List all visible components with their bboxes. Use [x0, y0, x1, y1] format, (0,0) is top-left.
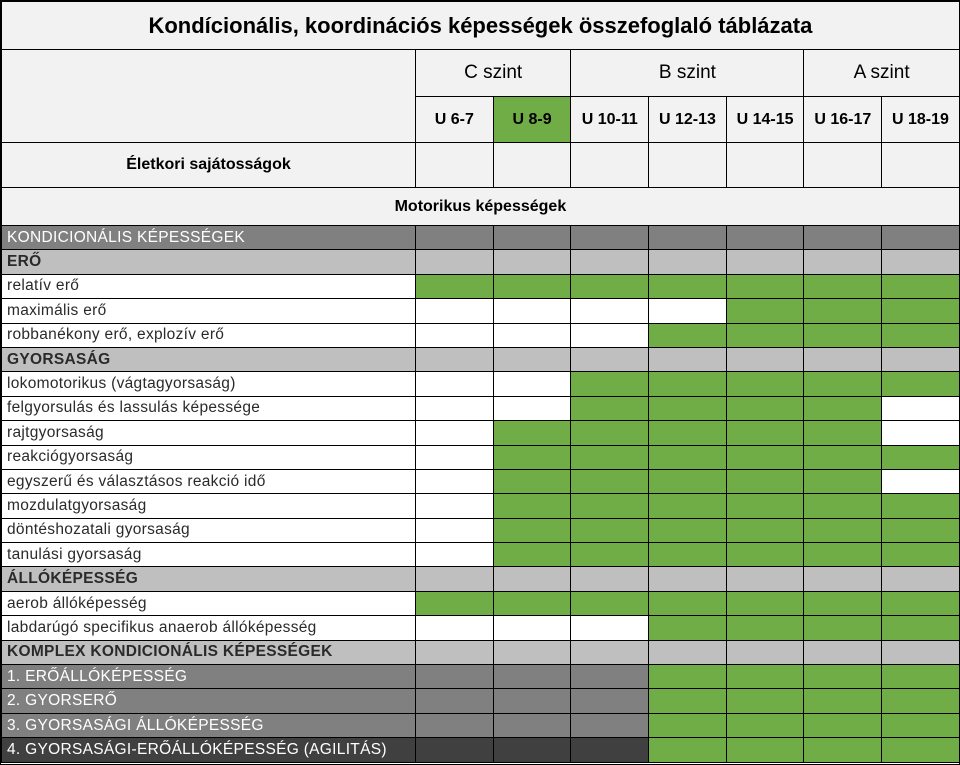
status-cell: [726, 665, 804, 689]
status-cell: [649, 226, 727, 250]
status-cell: [416, 274, 494, 298]
status-cell: [882, 689, 960, 713]
status-cell: [882, 591, 960, 615]
row-label: 4. GYORSASÁGI-ERŐÁLLÓKÉPESSÉG (AGILITÁS): [2, 738, 416, 762]
table-row: [2, 274, 960, 298]
table-row: [2, 616, 960, 640]
row-label: 2. GYORSERŐ: [2, 689, 416, 713]
status-cell: [649, 250, 727, 274]
status-cell: [804, 713, 882, 737]
status-cell: [571, 738, 649, 762]
row-label: 3. GYORSASÁGI ÁLLÓKÉPESSÉG: [2, 713, 416, 737]
status-cell: [882, 372, 960, 396]
status-cell: [726, 738, 804, 762]
motor-skills-label: Motorikus képességek: [2, 188, 960, 226]
status-cell: [571, 396, 649, 420]
age-group-header: U 12-13: [649, 97, 727, 143]
row-label: relatív erő: [2, 274, 416, 298]
status-cell: [649, 640, 727, 664]
status-cell: [804, 543, 882, 567]
status-cell: [804, 396, 882, 420]
status-cell: [493, 347, 571, 371]
status-cell: [571, 518, 649, 542]
row-label: labdarúgó specifikus anaerob állóképesség: [2, 616, 416, 640]
status-cell: [726, 616, 804, 640]
status-cell: [416, 640, 494, 664]
status-cell: [726, 689, 804, 713]
status-cell: [416, 372, 494, 396]
table-row: [2, 738, 960, 762]
table-row: [2, 518, 960, 542]
status-cell: [882, 494, 960, 518]
status-cell: [882, 567, 960, 591]
status-cell: [649, 738, 727, 762]
status-cell: [649, 665, 727, 689]
status-cell: [416, 591, 494, 615]
table-row: [2, 323, 960, 347]
table-title: Kondícionális, koordinációs képességek összefoglaló táblázata: [2, 2, 960, 50]
status-cell: [416, 616, 494, 640]
status-cell: [416, 543, 494, 567]
status-cell: [571, 616, 649, 640]
status-cell: [493, 640, 571, 664]
status-cell: [726, 274, 804, 298]
status-cell: [882, 713, 960, 737]
status-cell: [726, 347, 804, 371]
status-cell: [493, 396, 571, 420]
row-label: maximális erő: [2, 299, 416, 323]
status-cell: [493, 445, 571, 469]
status-cell: [804, 323, 882, 347]
status-cell: [882, 274, 960, 298]
status-cell: [726, 250, 804, 274]
row-label: aerob állóképesség: [2, 591, 416, 615]
status-cell: [726, 226, 804, 250]
status-cell: [493, 323, 571, 347]
table-row: [2, 591, 960, 615]
level-a: A szint: [804, 50, 959, 97]
status-cell: [804, 372, 882, 396]
row-label: lokomotorikus (vágtagyorsaság): [2, 372, 416, 396]
table-row: [2, 567, 960, 591]
table-row: [2, 226, 960, 250]
status-cell: [649, 591, 727, 615]
status-cell: [493, 616, 571, 640]
status-cell: [804, 567, 882, 591]
row-label: ERŐ: [2, 250, 416, 274]
status-cell: [571, 494, 649, 518]
status-cell: [804, 445, 882, 469]
row-label: egyszerű és választásos reakció idő: [2, 469, 416, 493]
row-label: tanulási gyorsaság: [2, 543, 416, 567]
level-b: B szint: [571, 50, 804, 97]
age-group-header: U 10-11: [571, 97, 649, 143]
table-row: [2, 494, 960, 518]
status-cell: [571, 299, 649, 323]
status-cell: [804, 469, 882, 493]
table-row: [2, 396, 960, 420]
status-cell: [571, 567, 649, 591]
row-label: döntéshozatali gyorsaság: [2, 518, 416, 542]
status-cell: [493, 250, 571, 274]
row-label: ÁLLÓKÉPESSÉG: [2, 567, 416, 591]
status-cell: [571, 591, 649, 615]
status-cell: [493, 738, 571, 762]
status-cell: [416, 689, 494, 713]
row-label: reakciógyorsaság: [2, 445, 416, 469]
status-cell: [726, 567, 804, 591]
status-cell: [882, 323, 960, 347]
status-cell: [726, 713, 804, 737]
status-cell: [493, 665, 571, 689]
table-row: [2, 299, 960, 323]
status-cell: [726, 372, 804, 396]
status-cell: [493, 689, 571, 713]
status-cell: [571, 421, 649, 445]
row-label: KONDICIONÁLIS KÉPESSÉGEK: [2, 226, 416, 250]
status-cell: [882, 616, 960, 640]
status-cell: [493, 567, 571, 591]
table-row: [2, 665, 960, 689]
status-cell: [571, 640, 649, 664]
status-cell: [804, 738, 882, 762]
status-cell: [571, 445, 649, 469]
status-cell: [416, 445, 494, 469]
status-cell: [804, 591, 882, 615]
age-group-header: U 18-19: [882, 97, 960, 143]
status-cell: [804, 518, 882, 542]
status-cell: [882, 665, 960, 689]
status-cell: [493, 226, 571, 250]
status-cell: [726, 299, 804, 323]
status-cell: [571, 689, 649, 713]
status-cell: [571, 347, 649, 371]
status-cell: [416, 396, 494, 420]
status-cell: [649, 372, 727, 396]
age-group-header: U 16-17: [804, 97, 882, 143]
status-cell: [804, 250, 882, 274]
table-row: [2, 689, 960, 713]
status-cell: [726, 494, 804, 518]
status-cell: [804, 494, 882, 518]
status-cell: [416, 469, 494, 493]
status-cell: [416, 250, 494, 274]
status-cell: [804, 689, 882, 713]
status-cell: [493, 494, 571, 518]
status-cell: [493, 469, 571, 493]
table-row: [2, 445, 960, 469]
status-cell: [649, 713, 727, 737]
status-cell: [882, 469, 960, 493]
status-cell: [571, 323, 649, 347]
table-row: [2, 543, 960, 567]
status-cell: [649, 299, 727, 323]
table-row: [2, 469, 960, 493]
status-cell: [416, 518, 494, 542]
level-c: C szint: [416, 50, 571, 97]
row-label: 1. ERŐÁLLÓKÉPESSÉG: [2, 665, 416, 689]
status-cell: [882, 445, 960, 469]
status-cell: [882, 226, 960, 250]
status-cell: [571, 372, 649, 396]
status-cell: [726, 323, 804, 347]
status-cell: [416, 567, 494, 591]
status-cell: [726, 445, 804, 469]
status-cell: [416, 421, 494, 445]
status-cell: [571, 543, 649, 567]
status-cell: [726, 543, 804, 567]
status-cell: [649, 616, 727, 640]
age-group-header: U 8-9: [493, 97, 571, 143]
status-cell: [804, 421, 882, 445]
row-label: mozdulatgyorsaság: [2, 494, 416, 518]
table-row: [2, 640, 960, 664]
status-cell: [649, 518, 727, 542]
status-cell: [882, 543, 960, 567]
status-cell: [649, 543, 727, 567]
table-row: [2, 372, 960, 396]
status-cell: [493, 713, 571, 737]
status-cell: [882, 396, 960, 420]
status-cell: [726, 421, 804, 445]
status-cell: [493, 518, 571, 542]
status-cell: [571, 250, 649, 274]
table-row: [2, 713, 960, 737]
row-label: rajtgyorsaság: [2, 421, 416, 445]
status-cell: [804, 226, 882, 250]
table-row: [2, 347, 960, 371]
header-blank: [2, 50, 416, 143]
status-cell: [726, 518, 804, 542]
status-cell: [416, 494, 494, 518]
row-label: KOMPLEX KONDICIONÁLIS KÉPESSÉGEK: [2, 640, 416, 664]
status-cell: [726, 591, 804, 615]
status-cell: [493, 372, 571, 396]
status-cell: [882, 640, 960, 664]
status-cell: [804, 299, 882, 323]
status-cell: [416, 347, 494, 371]
status-cell: [571, 274, 649, 298]
row-label: GYORSASÁG: [2, 347, 416, 371]
status-cell: [726, 396, 804, 420]
status-cell: [804, 640, 882, 664]
status-cell: [416, 299, 494, 323]
status-cell: [416, 738, 494, 762]
status-cell: [571, 665, 649, 689]
status-cell: [649, 396, 727, 420]
status-cell: [649, 469, 727, 493]
status-cell: [882, 738, 960, 762]
status-cell: [416, 226, 494, 250]
status-cell: [882, 421, 960, 445]
status-cell: [882, 299, 960, 323]
status-cell: [571, 713, 649, 737]
status-cell: [649, 689, 727, 713]
status-cell: [493, 274, 571, 298]
status-cell: [649, 567, 727, 591]
row-label: robbanékony erő, explozív erő: [2, 323, 416, 347]
row-label: felgyorsulás és lassulás képessége: [2, 396, 416, 420]
status-cell: [649, 445, 727, 469]
age-group-header: U 14-15: [726, 97, 804, 143]
status-cell: [726, 469, 804, 493]
status-cell: [726, 640, 804, 664]
status-cell: [493, 421, 571, 445]
status-cell: [416, 713, 494, 737]
status-cell: [882, 518, 960, 542]
status-cell: [649, 323, 727, 347]
status-cell: [416, 665, 494, 689]
status-cell: [493, 299, 571, 323]
status-cell: [649, 347, 727, 371]
status-cell: [804, 274, 882, 298]
status-cell: [493, 591, 571, 615]
age-characteristics-label: Életkori sajátosságok: [2, 143, 416, 188]
table-row: [2, 421, 960, 445]
status-cell: [493, 543, 571, 567]
status-cell: [649, 421, 727, 445]
status-cell: [571, 226, 649, 250]
status-cell: [804, 665, 882, 689]
status-cell: [649, 494, 727, 518]
status-cell: [804, 616, 882, 640]
status-cell: [416, 323, 494, 347]
capability-table: [1, 1, 960, 763]
status-cell: [804, 347, 882, 371]
age-group-header: U 6-7: [416, 97, 494, 143]
status-cell: [882, 250, 960, 274]
status-cell: [571, 469, 649, 493]
status-cell: [649, 274, 727, 298]
table-row: [2, 250, 960, 274]
status-cell: [882, 347, 960, 371]
